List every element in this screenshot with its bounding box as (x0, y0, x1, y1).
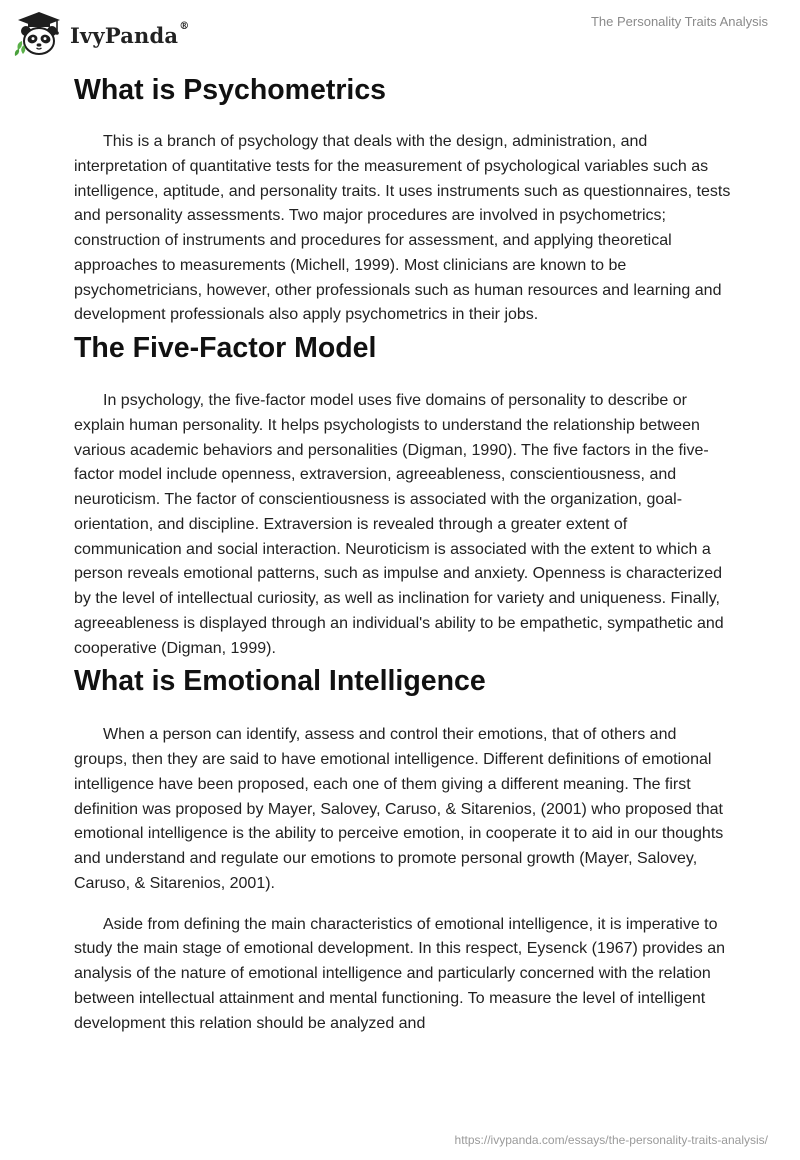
document-title: The Personality Traits Analysis (590, 14, 768, 29)
section-psychometrics (74, 70, 734, 328)
paragraph: This is a branch of psychology that deals with the design, administration, and interpretation of quantitative tests for the measurement of psychological variables such as intelligence, aptitude, and personality traits. It uses instruments such as questionnaires, tests and personality assessments. Two major procedures are involved in psychometrics; construction of instruments and procedures for assessment, and applying theoretical approaches to measurements (Michell, 1999). Most clinicians are known to be psychometricians, however, other professionals such as human resources and learning and development professionals also apply psychometrics in their jobs. (74, 133, 731, 324)
site-logo[interactable] (14, 10, 189, 58)
paragraph: When a person can identify, assess and control their emotions, that of others and groups, then they are said to have emotional intelligence. Different definitions of emotional intelligence have been proposed, each one of them giving a different meaning. The first definition was proposed by Mayer, Salovey, Caruso, & Sitarenios, (2001) who proposed that emotional intelligence is the ability to perceive emotion, in cooperate it to aid in our thoughts and understand and regulate our emotions to promote personal growth (Mayer, Salovey, Caruso, & Sitarenios, 2001). (74, 726, 724, 892)
page-header (0, 0, 800, 64)
essay-content (74, 70, 734, 1036)
source-url-link[interactable]: https://ivypanda.com/essays/the-personality-traits-analysis/ (454, 1133, 768, 1147)
section-heading: What is Psychometrics (74, 74, 387, 106)
paragraph: In psychology, the five-factor model uses five domains of personality to describe or explain human personality. It helps psychologists to understand the relationship between various academic behaviors and personalities (Digman, 1990). The five factors in the five-factor model include openness, extraversion, agreeableness, conscientiousness, and neuroticism. The factor of conscientiousness is associated with the organization, goal-orientation, and discipline. Extraversion is revealed through a greater extent of communication and social interaction. Neuroticism is associated with the extent to which a person reveals emotional patterns, such as impulse and anxiety. Openness is characterized by the level of intellectual curiosity, as well as inclination for variety and uniqueness. Finally, agreeableness is displayed through an individual's ability to be empathetic, sympathetic and cooperative (Digman, 1999). (74, 392, 724, 657)
panda-graduate-icon (14, 10, 64, 58)
logo-text: IvyPanda® (70, 20, 190, 48)
paragraph: Aside from defining the main characteristics of emotional intelligence, it is imperative to study the main stage of emotional development. In this respect, Eysenck (1967) provides an analysis of the nature of emotional intelligence and particularly concerned with the relation between intellectual attainment and mental functioning. To measure the level of intelligent development this relation should be analyzed and (74, 915, 726, 1032)
section-heading: The Five-Factor Model (74, 332, 377, 364)
section-emotional-intelligence (74, 661, 734, 1036)
section-five-factor-model (74, 328, 734, 661)
section-heading: What is Emotional Intelligence (74, 665, 486, 698)
